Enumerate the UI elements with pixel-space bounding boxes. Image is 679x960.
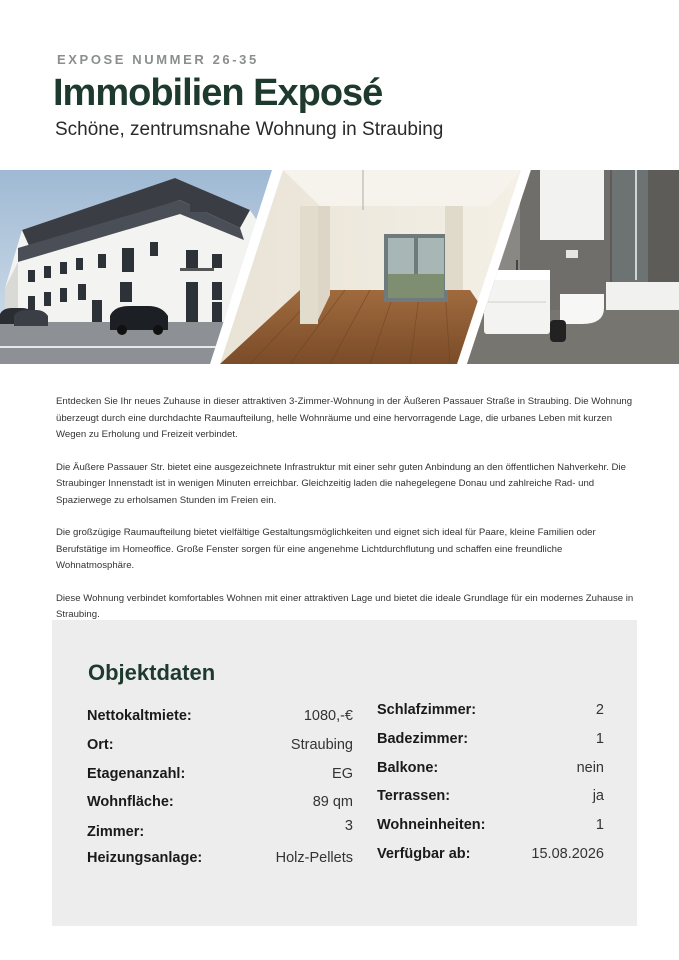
row-label: Verfügbar ab:: [377, 846, 471, 862]
row-value: 89 qm: [312, 794, 353, 810]
row-verfuegbar-ab: [377, 846, 604, 866]
description-paragraph: Diese Wohnung verbindet komfortables Wohnen mit einer attraktiven Lage und bietet die ideale Grundlage für ein modernes Zuhause in Straubing.: [56, 592, 634, 620]
row-schlafzimmer: [377, 702, 604, 722]
row-balkone: [377, 760, 604, 780]
row-label: Wohneinheiten:: [377, 817, 486, 833]
page-subtitle: Schöne, zentrumsnahe Wohnung in Straubing: [55, 119, 444, 140]
row-nettokaltmiete: [87, 708, 353, 728]
page-title: Immobilien Exposé: [53, 72, 383, 114]
row-value: nein: [576, 760, 604, 776]
row-value: 2: [595, 702, 604, 718]
row-label: Badezimmer:: [377, 731, 469, 747]
row-zimmer: [87, 818, 353, 842]
row-wohneinheiten: [377, 817, 604, 837]
row-value: 1080,-€: [303, 708, 353, 724]
objektdaten-panel: [52, 620, 637, 926]
row-terrassen: [377, 788, 604, 808]
row-value: 15.08.2026: [531, 846, 604, 862]
row-label: Wohnfläche:: [87, 794, 174, 810]
row-label: Schlafzimmer:: [377, 702, 477, 718]
photo-gallery: [0, 170, 679, 364]
row-label: Balkone:: [377, 760, 439, 776]
row-value: ja: [592, 788, 604, 804]
row-value: Holz-Pellets: [275, 850, 353, 866]
row-label: Zimmer:: [87, 824, 145, 840]
objektdaten-heading: Objektdaten: [88, 660, 216, 685]
expose-number: EXPOSE NUMMER 26-35: [57, 52, 259, 67]
row-badezimmer: [377, 731, 604, 751]
row-ort: [87, 737, 353, 757]
row-value: Straubing: [290, 737, 353, 753]
row-heizungsanlage: [87, 850, 353, 870]
description-paragraph: Entdecken Sie Ihr neues Zuhause in dieser attraktiven 3-Zimmer-Wohnung in der Äußeren Passauer Straße in Straubing. Die Wohnung überzeugt durch eine durchdachte Raumaufteilung, helle Wohnräume und eine hervorragende Lage, die urbanes Leben mit kurzen Wegen zu Erholung und Freizeit verbindet.: [56, 396, 633, 440]
row-label: Nettokaltmiete:: [87, 708, 192, 724]
row-etagenanzahl: [87, 766, 353, 786]
row-label: Terrassen:: [377, 788, 451, 804]
description-paragraph: Die Äußere Passauer Str. bietet eine ausgezeichnete Infrastruktur mit einer sehr guten Anbindung an den öffentlichen Nahverkehr. Die Straubinger Innenstadt ist in wenigen Minuten erreichbar. Gleichzeitig laden die nahegelegene Donau und zahlreiche Rad- und Spazierwege zu erholsamen Stunden im Freien ein.: [56, 461, 626, 506]
row-wohnflaeche: [87, 794, 353, 814]
row-label: Etagenanzahl:: [87, 766, 186, 782]
description-paragraph: Die großzügige Raumaufteilung bietet vielfältige Gestaltungsmöglichkeiten und eignet sich ideal für Paare, kleine Familien oder Berufstätige im Homeoffice. Große Fenster sorgen für eine angenehme Lichtdurchflutung und schaffen eine freundliche Wohnatmosphäre.: [56, 527, 596, 571]
description: [56, 394, 636, 640]
row-label: Ort:: [87, 737, 114, 753]
row-value: 3: [344, 818, 353, 834]
row-value: 1: [595, 817, 604, 833]
row-value: EG: [332, 766, 353, 782]
row-value: 1: [595, 731, 604, 747]
row-label: Heizungsanlage:: [87, 850, 203, 866]
